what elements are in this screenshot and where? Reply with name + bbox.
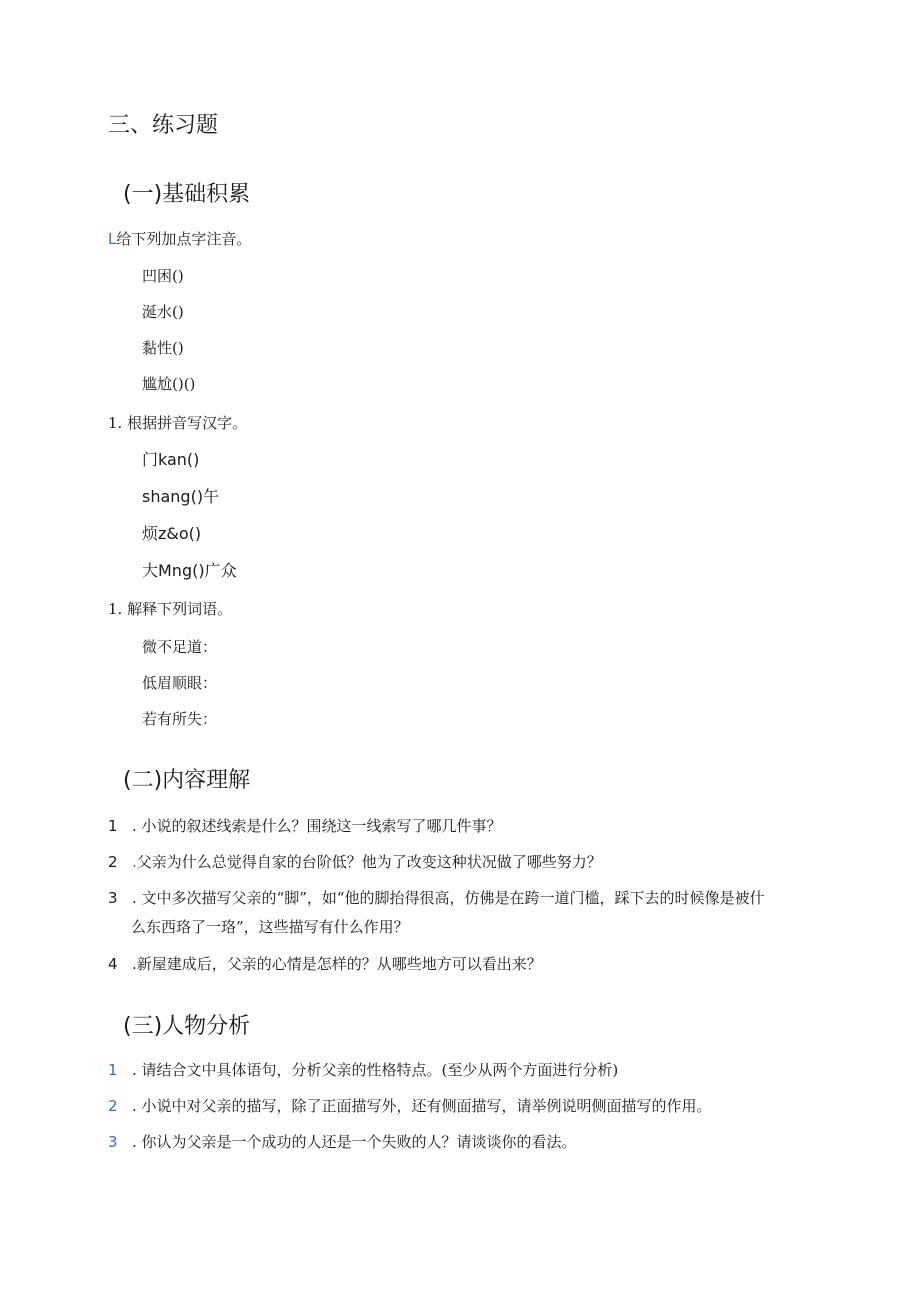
question-text: . 文中多次描写父亲的“脚”，如“他的脚抬得很高，仿佛是在跨一道门槛，踩下去的时候像是被什 — [132, 889, 765, 907]
part1-q1-item: 黏性() — [142, 339, 184, 357]
section-title: 三、练习题 — [108, 113, 219, 138]
part1-q1-item: 凹困() — [142, 267, 184, 285]
part2-question — [108, 887, 765, 909]
part1-q1-text: 给下列加点字注音。 — [116, 230, 252, 248]
question-text: .新屋建成后，父亲的心情是怎样的？从哪些地方可以看出来？ — [132, 955, 542, 973]
question-text: 父亲为什么总觉得自家的台阶低？他为了改变这种状况做了哪些努力？ — [136, 853, 602, 871]
part3-question — [108, 1059, 618, 1081]
part1-q1-marker: L — [108, 230, 117, 248]
question-dot: . — [132, 853, 137, 871]
question-number: 1 — [108, 817, 118, 835]
question-number: 2 — [108, 853, 118, 871]
question-text: . 小说中对父亲的描写，除了正面描写外，还有侧面描写，请举例说明侧面描写的作用。 — [132, 1097, 712, 1115]
part1-q1-item: 涎水() — [142, 303, 184, 321]
part3-question — [108, 1095, 712, 1117]
part2-question — [108, 815, 502, 837]
part3-question — [108, 1131, 577, 1153]
part1-q3-item: 若有所失： — [142, 710, 218, 728]
part1-q3-item: 微不足道： — [142, 638, 218, 656]
question-number: 1 — [108, 1061, 118, 1079]
question-number: 4 — [108, 955, 118, 973]
question-number: 3 — [108, 889, 118, 907]
question-number: 2 — [108, 1097, 118, 1115]
part2-question — [108, 851, 602, 873]
part2-question-continuation: 么东西珞了一珞”，这些描写有什么作用？ — [131, 918, 409, 936]
part1-q1-item: 尴尬()() — [142, 375, 196, 393]
part1-q3-header: 1. 解释下列词语。 — [108, 600, 233, 618]
question-text: . 你认为父亲是一个成功的人还是一个失败的人？请谈谈你的看法。 — [132, 1133, 577, 1151]
question-text: . 小说的叙述线索是什么？围绕这一线索写了哪几件事？ — [132, 817, 502, 835]
part1-q2-item: 大Mng()广众 — [142, 561, 237, 580]
part1-q1-header — [108, 228, 251, 250]
part2-heading: (二)内容理解 — [123, 768, 251, 793]
part1-q2-item: 烦z&o() — [142, 524, 202, 543]
part1-q3-item: 低眉顺眼： — [142, 674, 218, 692]
part1-heading: (一)基础积累 — [123, 182, 251, 207]
part1-q2-item: shang()午 — [142, 487, 220, 506]
part3-heading: (三)人物分析 — [123, 1014, 251, 1039]
part1-q2-item: 门kan() — [142, 450, 200, 469]
part1-q2-header: 1. 根据拼音写汉字。 — [108, 414, 248, 432]
part2-question — [108, 953, 542, 975]
question-text: . 请结合文中具体语句，分析父亲的性格特点。(至少从两个方面进行分析) — [132, 1061, 619, 1079]
question-number: 3 — [108, 1133, 118, 1151]
